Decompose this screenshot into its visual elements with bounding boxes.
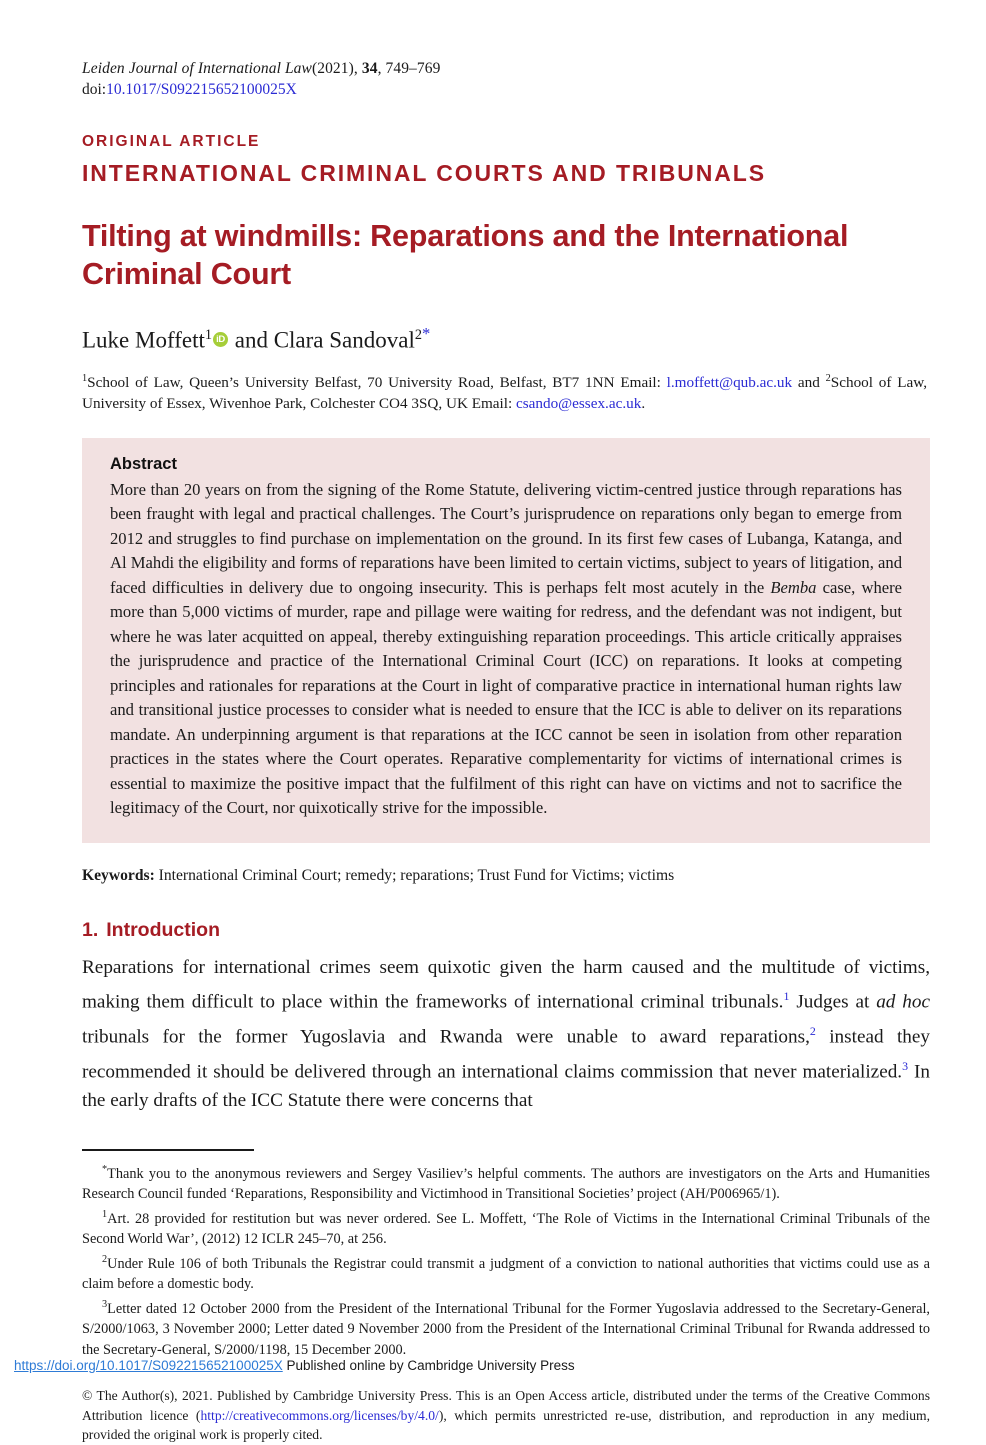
copyright-text-1: © The Author(s), 2021. Published by Cambridge University Press. This is an Open Access article, distributed under the terms of the Creative Commons Attribution licence ( xyxy=(82,1388,930,1423)
footnote-marker: 1 xyxy=(102,1208,108,1220)
author-conjunction: and xyxy=(228,327,274,353)
intro-italic-adhoc: ad hoc xyxy=(876,991,930,1013)
journal-reference-line xyxy=(82,58,930,79)
author-name-2: Clara Sandoval xyxy=(273,327,415,353)
abstract-case-name: Bemba xyxy=(770,577,817,597)
journal-title: Leiden Journal of International Law xyxy=(82,60,312,77)
section-title: Introduction xyxy=(106,918,220,941)
footer-published-by: Published online by Cambridge University Press xyxy=(282,1358,575,1373)
author-email-link-2[interactable]: csando@essex.ac.uk xyxy=(516,394,642,412)
section-heading-introduction xyxy=(82,919,930,942)
keywords-label: Keywords: xyxy=(82,866,155,884)
licence-url-link[interactable]: http://creativecommons.org/licenses/by/4.0/ xyxy=(200,1407,439,1423)
affil-text-1: School of Law, Queen’s University Belfast, 70 University Road, Belfast, BT7 1NN Email: xyxy=(87,373,667,391)
affil-period: . xyxy=(641,394,646,412)
article-category-heading: INTERNATIONAL CRIMINAL COURTS AND TRIBUNALS xyxy=(82,160,766,186)
section-number: 1. xyxy=(82,918,99,941)
corresponding-author-marker: * xyxy=(421,324,431,343)
abstract-box xyxy=(82,438,930,843)
author-affiliations xyxy=(82,368,927,414)
footnote-text: Art. 28 provided for restitution but was never ordered. See L. Moffett, ‘The Role of Victims in the International Criminal Tribunals of the Second World War’, (2012) 12 ICLR 245–70, at 256. xyxy=(82,1210,930,1248)
footnote-item xyxy=(82,1295,930,1361)
intro-text-a: Reparations for international crimes seem quixotic given the harm caused and the multitude of victims, making them difficult to place within the frameworks of international criminal tribunals. xyxy=(82,956,930,1013)
keywords-line xyxy=(82,865,930,887)
doi-line xyxy=(82,79,930,100)
abstract-text xyxy=(110,478,902,821)
affil-text-2: School of Law, University of Essex, Wivenhoe Park, Colchester CO4 3SQ, UK Email: xyxy=(82,373,927,412)
footnote-text: Letter dated 12 October 2000 from the President of the International Tribunal for the Former Yugoslavia addressed to the Secretary-General, S/2000/1063, 3 November 2000; Letter dated 9 November 2000 from the President of the International Criminal Tribunal for Rwanda addressed to the Secretary-General, S/2000/1198, 15 December 2000. xyxy=(82,1300,930,1358)
footnote-item xyxy=(82,1250,930,1295)
intro-text-d: instead they recommended it should be delivered through an international claims commission that never materialized. xyxy=(82,1026,930,1083)
affil-marker-1: 1 xyxy=(82,372,88,384)
doi-link[interactable]: 10.1017/S092215652100025X xyxy=(106,81,297,98)
footnote-item xyxy=(82,1205,930,1250)
intro-text-b: Judges at xyxy=(789,991,877,1013)
author-list xyxy=(82,320,930,355)
footnote-marker: 3 xyxy=(102,1298,108,1310)
footnote-marker: 2 xyxy=(102,1253,108,1265)
author-email-link-1[interactable]: l.moffett@qub.ac.uk xyxy=(666,373,793,391)
doi-label: doi: xyxy=(82,81,107,98)
journal-volume: 34 xyxy=(361,60,378,77)
journal-pages: , 749–769 xyxy=(377,60,441,77)
author-affil-marker-1: 1 xyxy=(204,327,212,343)
author-affil-marker-2: 2 xyxy=(414,327,422,343)
intro-text-e: In the early drafts of the ICC Statute there were concerns that xyxy=(82,1061,931,1111)
page-footer-bar xyxy=(14,1357,974,1375)
footnotes-section xyxy=(82,1160,930,1360)
intro-text-c: tribunals for the former Yugoslavia and Rwanda were unable to award reparations, xyxy=(82,1026,810,1048)
abstract-part-1: More than 20 years on from the signing of the Rome Statute, delivering victim-centred justice through reparations has been fraught with legal and practical challenges. The Court’s jurisprudence on reparations only began to emerge from 2012 and struggles to find purchase on implementation on the ground. In its first few cases of Lubanga, Katanga, and Al Mahdi the eligibility and forms of reparations have been limited to certain victims, subject to years of litigation, and faced difficulties in delivery due to ongoing insecurity. This is perhaps felt most acutely in the xyxy=(110,479,902,597)
author-name-1: Luke Moffett xyxy=(82,327,205,353)
footnote-item xyxy=(82,1160,930,1205)
journal-year: (2021), xyxy=(311,60,358,77)
page-content xyxy=(82,58,930,1445)
copyright-text-2: ), which permits unrestricted re-use, distribution, and reproduction in any medium, provided the original work is properly cited. xyxy=(82,1407,930,1443)
article-type-label: ORIGINAL ARTICLE xyxy=(82,133,261,150)
article-title: Tilting at windmills: Reparations and the International Criminal Court xyxy=(82,219,849,291)
footnote-ref-2[interactable]: 2 xyxy=(809,1024,816,1039)
introduction-paragraph xyxy=(82,954,930,1116)
copyright-licence-block xyxy=(82,1386,930,1444)
footnote-ref-3[interactable]: 3 xyxy=(902,1059,909,1073)
footnote-text: Thank you to the anonymous reviewers and Sergey Vasiliev’s helpful comments. The authors are investigators on the Arts and Humanities Research Council funded ‘Reparations, Responsibility and Victimhood in Transitional Societies’ project (AH/P006965/1). xyxy=(82,1165,930,1203)
footer-doi-link[interactable]: https://doi.org/10.1017/S092215652100025X xyxy=(14,1358,283,1373)
keywords-value: International Criminal Court; remedy; reparations; Trust Fund for Victims; victims xyxy=(154,866,675,884)
abstract-label: Abstract xyxy=(110,454,177,473)
affil-joiner: and xyxy=(792,373,826,391)
footnote-ref-1[interactable]: 1 xyxy=(783,989,790,1004)
footnote-marker: * xyxy=(102,1163,108,1175)
footnote-text: Under Rule 106 of both Tribunals the Registrar could transmit a judgment of a conviction to national authorities that victims could use as a claim before a domestic body. xyxy=(82,1255,930,1293)
affil-marker-2: 2 xyxy=(825,372,831,384)
orcid-id-icon[interactable] xyxy=(213,332,228,347)
abstract-part-2: case, where more than 5,000 victims of murder, rape and pillage were waiting for redress, and the defendant was not indigent, but where he was later acquitted on appeal, thereby extinguishing reparation proceedings. This article critically appraises the jurisprudence and practice of the International Criminal Court (ICC) on reparations. It looks at competing principles and rationales for reparations at the Court in light of comparative practice in international human rights law and transitional justice processes to consider what is needed to ensure that the ICC is able to deliver on its reparations mandate. An underpinning argument is that reparations at the ICC cannot be seen in isolation from other reparation practices in the states where the Court operates. Reparative complementarity for victims of international crimes is essential to maximize the positive impact that the fulfilment of this right can have on victims and not to sacrifice the legitimacy of the Court, nor quixotically strive for the impossible. xyxy=(110,577,902,818)
footnote-separator-rule xyxy=(82,1149,254,1151)
